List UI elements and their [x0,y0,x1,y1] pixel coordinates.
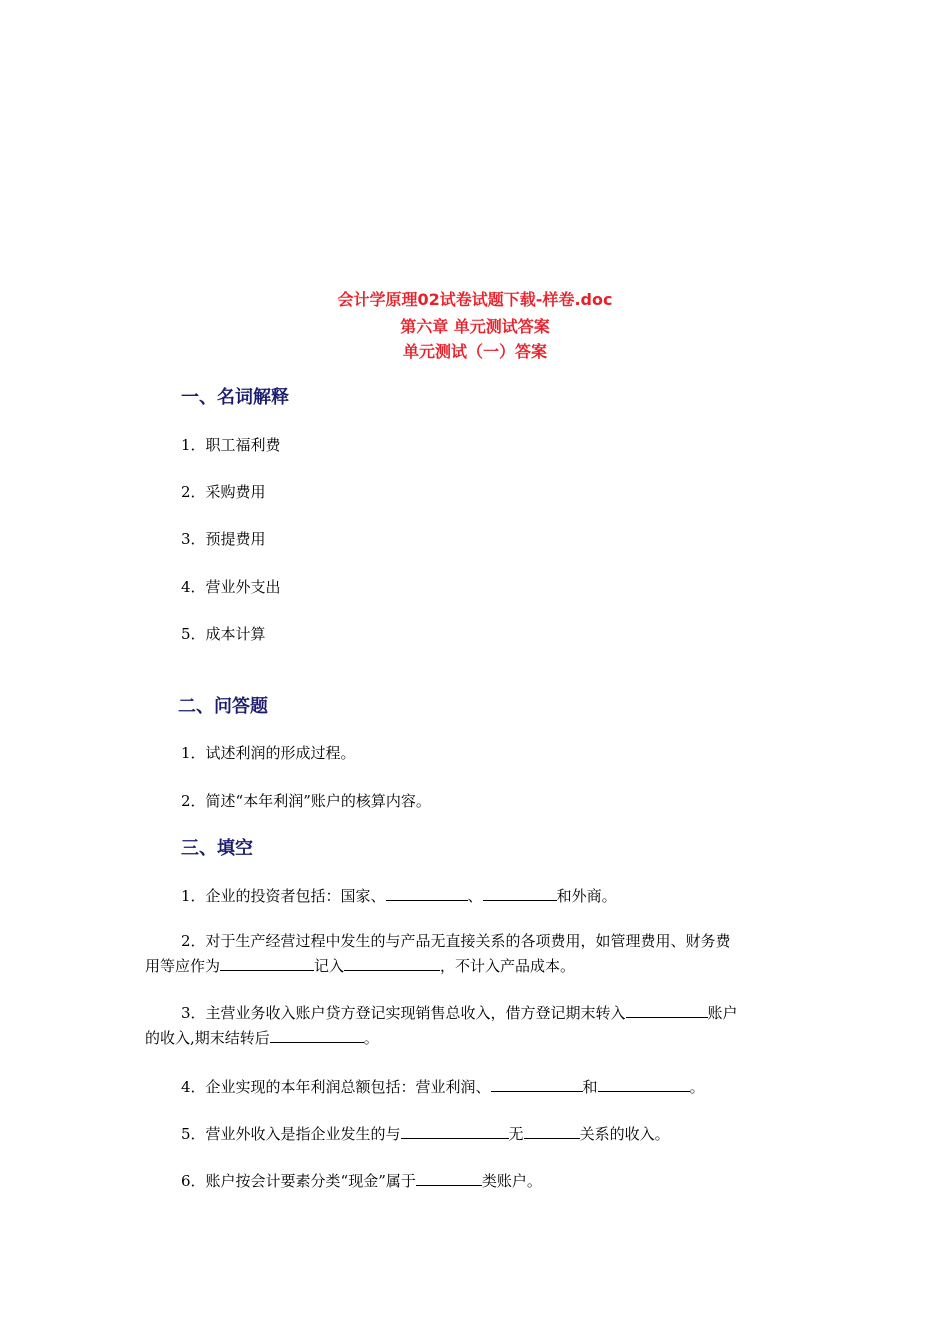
chapter-title: 第六章 单元测试答案 [400,317,550,336]
answer-blank [344,956,440,971]
question-text: 关系的收入。 [579,1125,670,1143]
section-heading-fill-blank: 三、填空 [181,838,253,859]
question-text: 无 [508,1125,524,1143]
question-text: 、 [467,887,483,905]
fill-question-1 [181,886,617,906]
fill-question-3 [145,1001,805,1051]
test-title: 单元测试（一）答案 [402,342,547,361]
fill-question-5 [181,1124,670,1144]
question-text: ，不计入产品成本。 [440,957,576,975]
fill-question-6 [181,1171,542,1191]
question-text: 和外商。 [556,887,617,905]
answer-blank [524,1124,580,1139]
term-item: 1．职工福利费 [181,436,281,454]
term-item: 4．营业外支出 [181,578,281,596]
question-text: 。 [363,1029,379,1047]
question-text: 4．企业实现的本年利润总额包括：营业利润、 [181,1078,491,1096]
question-text: 和 [582,1078,598,1096]
question-text: 类账户。 [481,1172,542,1190]
term-item: 5．成本计算 [181,625,266,643]
question-text: 5．营业外收入是指企业发生的与 [181,1125,401,1143]
question-text: 3．主营业务收入账户贷方登记实现销售总收入，借方登记期末转入 [181,1004,626,1022]
term-item: 2．采购费用 [181,483,266,501]
question-text: 1．企业的投资者包括：国家、 [181,887,386,905]
answer-blank [270,1028,364,1043]
answer-blank [626,1003,708,1018]
term-item: 3．预提费用 [181,530,266,548]
section-heading-terms: 一、名词解释 [181,387,289,408]
answer-blank [386,886,468,901]
question-text: 6．账户按会计要素分类“现金”属于 [181,1172,416,1190]
question-text: 的收入,期末结转后 [145,1029,270,1047]
question-text: 账户 [707,1004,738,1022]
answer-blank [416,1171,482,1186]
answer-blank [401,1124,509,1139]
answer-blank [598,1077,690,1092]
section-heading-questions: 二、问答题 [178,696,268,717]
fill-question-4 [181,1077,705,1097]
question-text: 记入 [314,957,345,975]
answer-blank [491,1077,583,1092]
question-item: 1．试述利润的形成过程。 [181,744,356,762]
answer-blank [220,956,314,971]
document-title: 会计学原理02试卷试题下载-样卷.doc [337,290,613,309]
answer-blank [483,886,557,901]
question-text: 。 [689,1078,705,1096]
question-text: 用等应作为 [145,957,221,975]
fill-question-2 [145,929,805,979]
question-text: 2．对于生产经营过程中发生的与产品无直接关系的各项费用，如管理费用、财务费 [181,932,731,950]
question-item: 2．简述“本年利润”账户的核算内容。 [181,792,431,810]
